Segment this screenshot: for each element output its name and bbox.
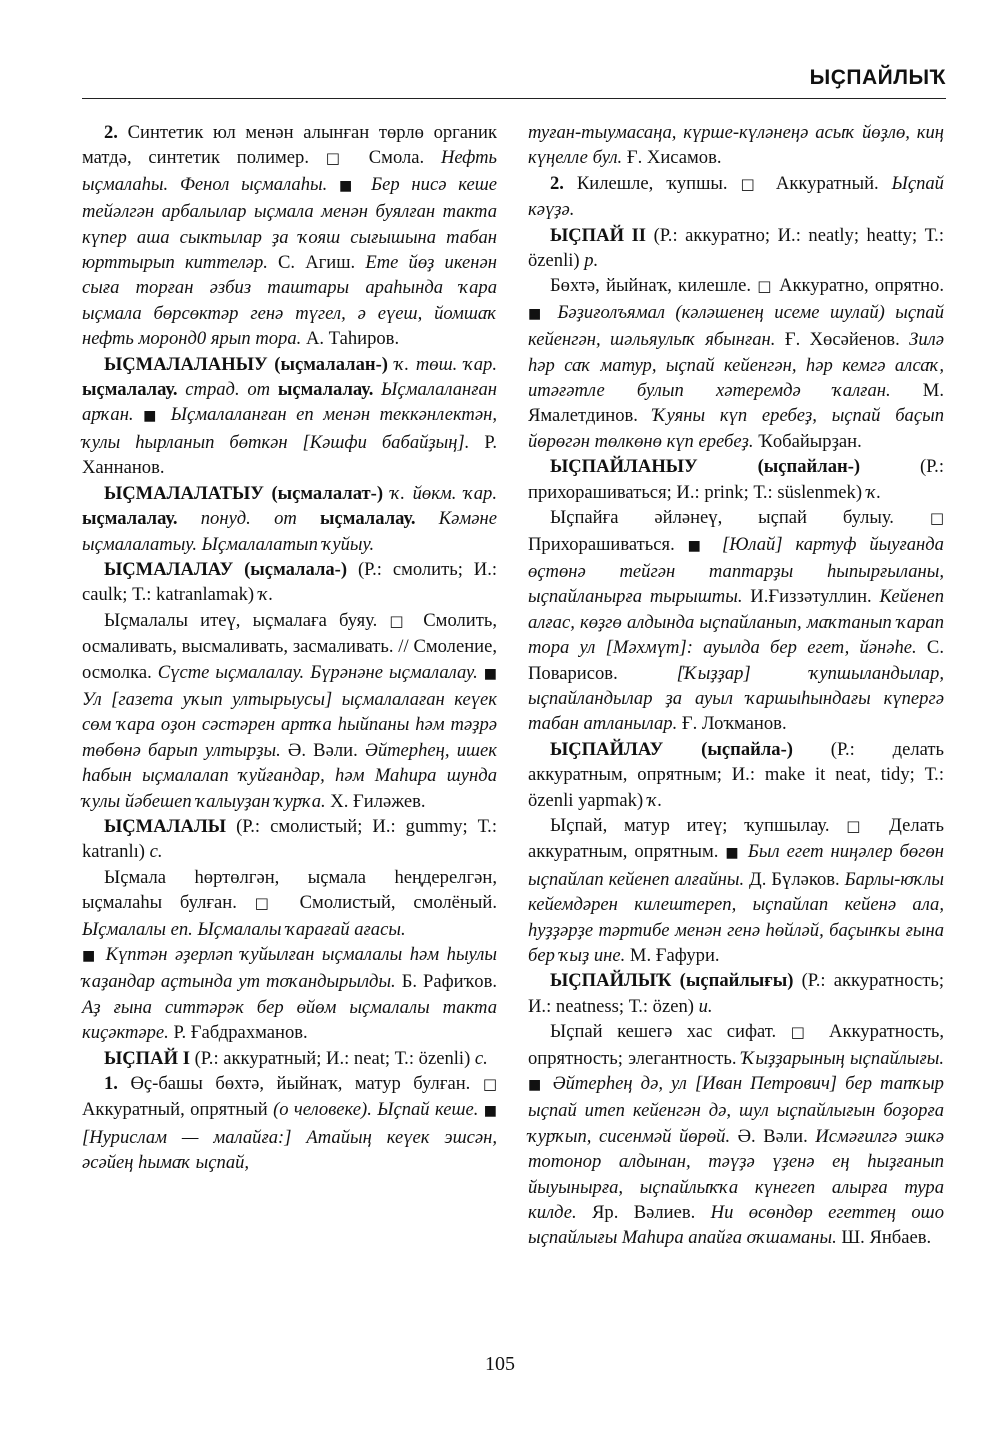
square-icon: □	[929, 509, 944, 528]
filled-square-icon: ■	[528, 1077, 545, 1094]
headword: ЫҪПАЙ II	[550, 224, 647, 246]
filled-square-icon: ■	[339, 177, 360, 194]
headword: ЫҪМАЛАЛЫ	[104, 815, 227, 837]
filled-square-icon: ■	[483, 1103, 497, 1120]
entry: ЫҪПАЙ II (Р.: аккуратно; И.: neatly; heatty; Т.: özenli) р.	[528, 224, 944, 272]
entry: ЫҪМАЛАЛЫ (Р.: смолистый; И.: gummy; Т.: katranlı) с.	[82, 815, 497, 863]
entry-sense: Ыҫмалалы итеү, ыҫмалаға буяу. □ Смолить, осмаливать, высмаливать, засмаливать. // Смоление, осмолка. Сүсте ыҫмалалау. Бүрәнәне ыҫмалалау. ■ Ул [газета уҡып ултырыусы] ыҫмалалаған кеүек сөм ҡара оҙон сәстәрен артҡа һыйпаны һәм тәҙрә төбөнә барып ултырҙы. Ә. Вәли. Әйтерһең, ишек һабын ыҫмалалап ҡуйғандар, һәм Маһира шунда ҡулы йәбешеп ҡалыуҙан ҡурҡа. Х. Ғиләжев.	[82, 609, 497, 812]
entry: ЫҪПАЙЛАУ (ыҫпайла-) (Р.: делать аккуратным, опрятным; И.: make it neat, tidy; Т.: özenli yapmak) ҡ.	[528, 738, 944, 811]
square-icon: □	[482, 1075, 497, 1094]
entry-sense: 1. Өҫ-башы бөхтә, йыйнаҡ, матур булған. □ Аккуратный, опрятный (о человеке). Ыҫпай кеше. ■ [Нурислам — малайға:] Атайың кеүек эшсән, әсәйең һымаҡ ыҫпай,	[82, 1073, 497, 1174]
entry-sense: Ыҫпай кешегә хас сифат. □ Аккуратность, опрятность; элегантность. Ҡыҙҙарының ыҫпайлығы. ■ Әйтерһең дә, ул [Иван Петрович] бер тапҡыр ыҫпай итеп кейенгән дә, шул ыҫпайлығын боҙорға ҡурҡып, сисенмәй йөрөй. Ә. Вәли. Исмәғилгә эшкә тотонор алдынан, тәүҙә үҙенә ең һыҙғанып йыуынырға, ыҫпайлыҡҡа күнегеп алырға тура килде. Яр. Вәлиев. Ни өсөндөр егеттең ошо ыҫпайлығы Маһира апайға оҡшаманы. Ш. Янбаев.	[528, 1021, 944, 1249]
square-icon: □	[254, 894, 282, 913]
headword: ЫҪПАЙЛАУ (ыҫпайла-)	[550, 738, 793, 760]
entry-sense: 2. Килешле, ҡупшы. □ Аккуратный. Ыҫпай кәүҙә.	[528, 172, 944, 221]
entry-sense: Ыҫпайға әйләнеү, ыҫпай булыу. □ Прихорашиваться. ■ [Юлай] картуф йыуғанда өҫтөнә тейгән таптарҙы һыпырғыланы, ыҫпайланырға тырышты. И.Ғиззәтуллин. Кейенеп алғас, көҙгө алдында ыҫпайланып, маҡтанып ҡарап тора ул [Мәхмүт]: ауылда бер егет, йәнәһе. С. Поварисов. [Ҡыҙҙар] ҡупшыландылар, ыҫпайландылар ҙа ауыл ҡаршыһындағы күпергә табан атланылар. Ғ. Лоҡманов.	[528, 507, 944, 735]
entry: ЫҪМАЛАЛАНЫУ (ыҫмалалан-) ҡ. төш. ҡар. ыҫмалалау. страд. от ыҫмалалау. Ыҫмалаланған арҡан. ■ Ыҫмалаланған еп менән теккәнлектән, ҡулы һырланып бөткән [Кәшфи бабайҙың]. Р. Ханнанов.	[82, 353, 498, 479]
entry-sense: Бөхтә, йыйнаҡ, килешле. □ Аккуратно, опрятно. ■ Бәҙиғолъямал (кәләшенең исеме шулай) ыҫпай кейенгән, шәльяулыҡ ябынған. Ғ. Хөсәйенов. Зилә һәр саҡ матур, ыҫпай кейенгән, һәр кемгә алсаҡ, итәғәтле булып хәтеремдә ҡалған. М. Ямалетдинов. Ҡуяны күп еребеҙ, ыҫпай баҫып йөрөгән төлкөнө күп еребеҙ. Ҡобайырҙан.	[528, 275, 945, 452]
entry-continuation: туған-тыумасаңа, күрше-күләнеңә асыҡ йөҙлө, киң күңелле бул. Ғ. Хисамов.	[528, 122, 944, 169]
page-number: 105	[485, 1353, 515, 1375]
entry: ЫҪМАЛАЛАУ (ыҫмалала-) (Р.: смолить; И.: caulk; Т.: katranlamak) ҡ.	[82, 558, 498, 606]
headword: ЫҪПАЙ I	[104, 1047, 190, 1069]
entry-sense: Ыҫмала һөртөлгән, ыҫмала һеңдерелгән, ыҫмалаһы булған. □ Смолистый, смолёный. Ыҫмалалы еп. Ыҫмалалы ҡарағай ағасы. ■ Күптән әҙерләп ҡуйылған ыҫмалалы һәм һыулы ҡаҙандар аҫтында ут тоҡандырылды. Б. Рафиҡов. Аҙ ғына ситтәрәк бер өйөм ыҫмалалы такта киҫәктәре. Р. Ғабдрахманов.	[82, 866, 498, 1044]
filled-square-icon: ■	[725, 845, 741, 862]
entry-sense: 2. Синтетик юл менән алынған төрлө органик матдә, синтетик полимер. □ Смола. Нефть ыҫмалаһы. Фенол ыҫмалаһы. ■ Бер нисә кеше тейәлгән арбалылар ыҫмала менән буялған такта күпер аша сыктылар ҙа ҡояш сығышына табан юрттырып киттеләр. С. Агиш. Ете йөҙ икенән сыға торған әзбиз таштары араһында ҡара ыҫмала бөрсөктәр генә түгел, ә еүеш, йомшаҡ нефть моронд0 ярып тора. А. Таһиров.	[82, 122, 498, 350]
entry: ЫҪПАЙЛАНЫУ (ыҫпайлан-) (Р.: прихорашиваться; И.: prink; Т.: süslenmek) ҡ.	[528, 456, 944, 503]
square-icon: □	[740, 174, 763, 193]
filled-square-icon: ■	[528, 305, 548, 322]
entry: ЫҪПАЙ I (Р.: аккуратный; И.: neat; Т.: özenli) с.	[104, 1047, 488, 1069]
right-column	[528, 120, 944, 1251]
headword: ЫҪМАЛАЛАНЫУ (ыҫмалалан-)	[104, 353, 388, 375]
square-icon: □	[325, 149, 353, 168]
headword: ЫҪМАЛАЛАУ (ыҫмалала-)	[104, 558, 348, 580]
entry: ЫҪПАЙЛЫҠ (ыҫпайлығы) (Р.: аккуратность; И.: neatness; Т.: özen) и.	[528, 970, 944, 1017]
filled-square-icon: ■	[483, 665, 497, 682]
square-icon: □	[389, 611, 412, 630]
page-header	[82, 62, 946, 99]
square-icon: □	[846, 816, 873, 835]
left-column	[82, 120, 497, 1176]
filled-square-icon: ■	[82, 948, 99, 964]
filled-square-icon: ■	[687, 537, 710, 554]
headword: ЫҪМАЛАЛАТЫУ (ыҫмалалат-)	[104, 482, 384, 504]
headword: ЫҪПАЙЛАНЫУ (ыҫпайлан-)	[550, 456, 861, 478]
headword: ЫҪПАЙЛЫҠ (ыҫпайлығы)	[550, 970, 794, 992]
running-head: ЫҪПАЙЛЫҠ	[809, 66, 946, 89]
entry-sense: Ыҫпай, матур итеү; ҡупшылау. □ Делать аккуратным, опрятным. ■ Был егет ниңәлер бөгөн ыҫпайлап кейенеп алғайны. Д. Бүләков. Барлы-юҡлы кейемдәрен килештереп, ыҫпайлап кейенә ала, һуҙҙәрҙе тәртибе менән генә һөйләй, баҫынҡы ғына бер ҡыҙ ине. М. Ғафури.	[528, 814, 944, 966]
entry: ЫҪМАЛАЛАТЫУ (ыҫмалалат-) ҡ. йөкм. ҡар. ыҫмалалау. понуд. от ыҫмалалау. Кәмәне ыҫмалалатыу. Ыҫмалалатып ҡуйыу.	[82, 482, 497, 555]
filled-square-icon: ■	[143, 408, 162, 425]
square-icon: □	[790, 1023, 815, 1042]
square-icon: □	[757, 277, 773, 296]
